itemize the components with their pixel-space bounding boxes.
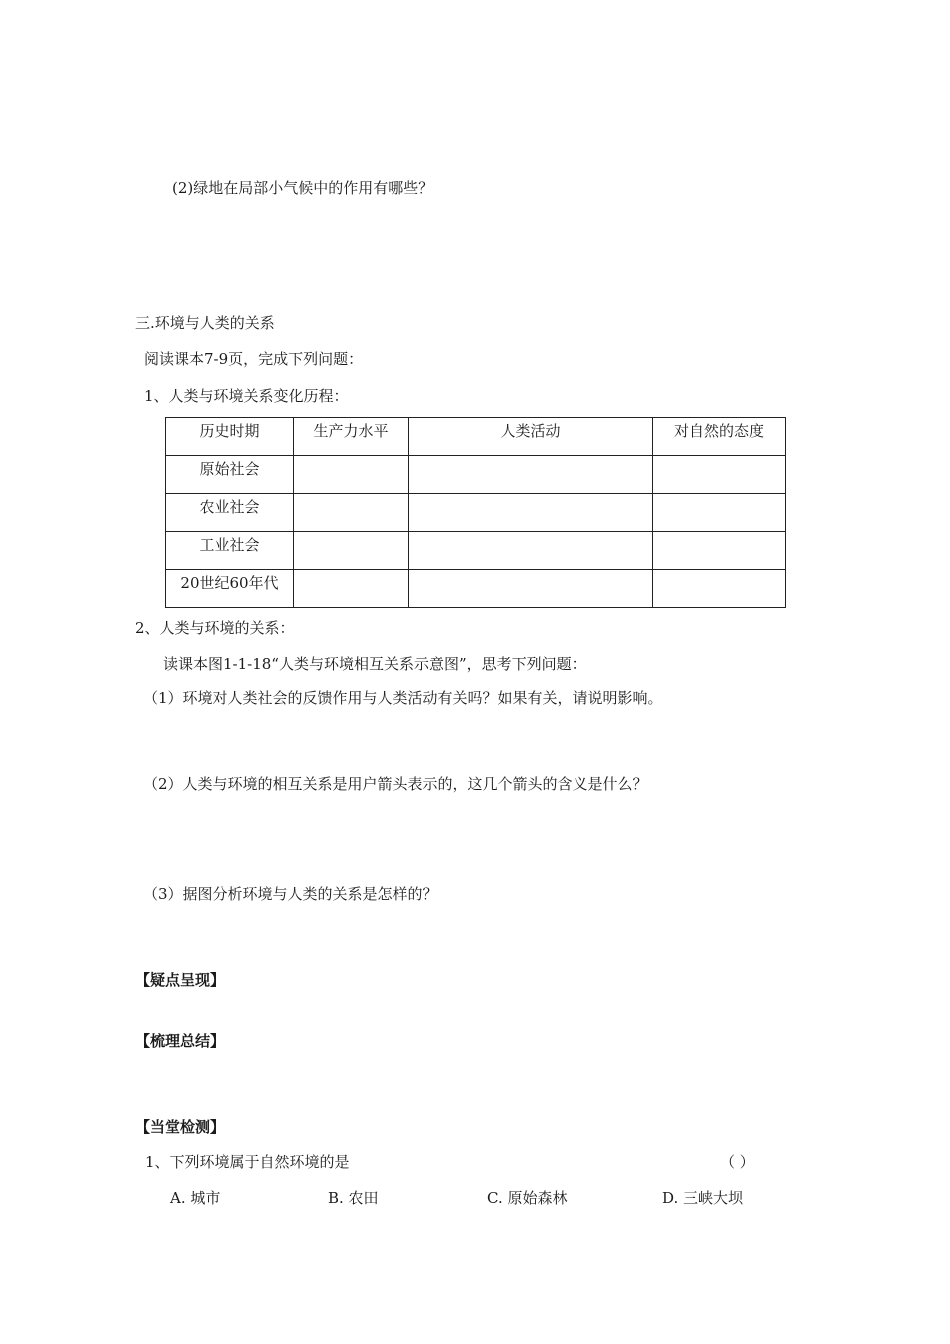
table-cell — [409, 456, 653, 494]
option-a: A. 城市 — [170, 1189, 221, 1207]
question-1: （1）环境对人类社会的反馈作用与人类活动有关吗？如果有关，请说明影响。 — [143, 689, 663, 707]
option-c: C. 原始森林 — [487, 1189, 568, 1207]
table-cell — [653, 570, 786, 608]
question-2: （2）人类与环境的相互关系是用户箭头表示的，这几个箭头的含义是什么？ — [143, 775, 648, 793]
table-cell: 原始社会 — [166, 456, 294, 494]
answer-parentheses: （ ） — [720, 1153, 755, 1171]
table-cell — [294, 494, 409, 532]
item-2-heading: 2、人类与环境的关系： — [135, 619, 295, 637]
table-cell — [294, 456, 409, 494]
item-1-heading: 1、人类与环境关系变化历程： — [144, 387, 349, 405]
question-green-space: (2)绿地在局部小气候中的作用有哪些？ — [172, 179, 434, 197]
test-heading: 【当堂检测】 — [135, 1118, 226, 1136]
table-cell — [653, 532, 786, 570]
reading-instruction: 阅读课本7-9页，完成下列问题： — [144, 350, 364, 368]
doubts-heading: 【疑点呈现】 — [135, 971, 226, 989]
table-row — [166, 494, 786, 532]
figure-instruction: 读课本图1-1-18“人类与环境相互关系示意图”，思考下列问题： — [163, 655, 587, 673]
table-row — [166, 532, 786, 570]
table-cell — [294, 570, 409, 608]
section-title: 三.环境与人类的关系 — [135, 314, 275, 332]
table-row — [166, 456, 786, 494]
test-question-1: 1、下列环境属于自然环境的是 — [145, 1153, 350, 1171]
table-row — [166, 570, 786, 608]
header-period: 历史时期 — [166, 418, 294, 456]
table-cell: 工业社会 — [166, 532, 294, 570]
table-cell — [653, 456, 786, 494]
table-cell: 农业社会 — [166, 494, 294, 532]
table-cell — [294, 532, 409, 570]
option-b: B. 农田 — [328, 1189, 379, 1207]
table-cell — [653, 494, 786, 532]
option-d: D. 三峡大坝 — [662, 1189, 744, 1207]
header-activity: 人类活动 — [409, 418, 653, 456]
table-header-row — [166, 418, 786, 456]
table-cell — [409, 532, 653, 570]
header-attitude: 对自然的态度 — [653, 418, 786, 456]
table-cell — [409, 494, 653, 532]
table-cell: 20世纪60年代 — [166, 570, 294, 608]
history-table — [165, 417, 786, 608]
table-cell — [409, 570, 653, 608]
question-3: （3）据图分析环境与人类的关系是怎样的？ — [143, 885, 438, 903]
header-productivity: 生产力水平 — [294, 418, 409, 456]
summary-heading: 【梳理总结】 — [135, 1032, 226, 1050]
